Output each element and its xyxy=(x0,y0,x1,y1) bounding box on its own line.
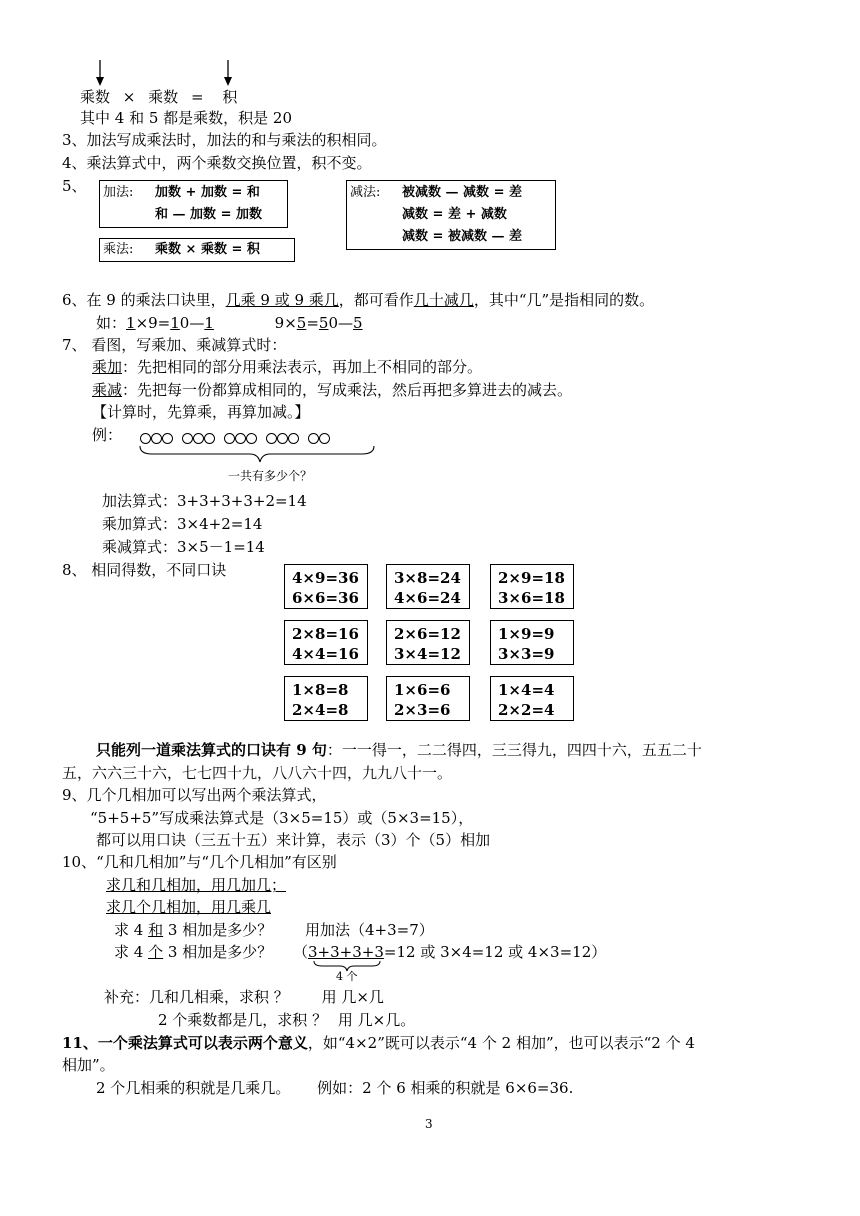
point-11-line3 xyxy=(96,1078,573,1098)
point-10-rule2: 求几个几相加，用几乘几 xyxy=(106,898,272,916)
product-equation: 4×4=16 xyxy=(292,645,359,663)
p6-underline2: 几十减几 xyxy=(413,291,474,309)
product-equation: 2×8=16 xyxy=(292,625,359,643)
supp2-b: 用 几×几。 xyxy=(337,1011,416,1029)
p6-ex2-e: 0— xyxy=(328,314,354,332)
p6-mid: ，都可看作 xyxy=(338,291,414,309)
p6-ex1-c: 1 xyxy=(170,314,180,332)
p11-bold: 11、一个乘法算式可以表示两个意义 xyxy=(62,1034,308,1052)
q2-b: 3 相加是多少？ xyxy=(163,943,273,961)
q2-ans-a: （ xyxy=(292,943,308,961)
p6-ex1-a: 1 xyxy=(126,314,136,332)
only-nine-bold: 只能列一道乘法算式的口诀有 9 句 xyxy=(96,741,327,759)
p6-ex1-b: ×9= xyxy=(135,314,171,332)
point-9-title: 9、几个几相加可以写出两个乘法算式， xyxy=(62,786,327,804)
product-equation: 1×6=6 xyxy=(394,681,451,699)
p6-ex2-a: 9× xyxy=(274,314,297,332)
q2-a: 求 4 xyxy=(114,943,149,961)
point-10-title: 10、“几和几相加”与“几个几相加”有区别 xyxy=(62,853,337,871)
point-5-label: 5、 xyxy=(62,177,87,195)
chengjia-equation: 乘加算式：3×4+2=14 xyxy=(102,515,263,533)
product-equation: 3×8=24 xyxy=(394,569,461,587)
formula-times: × xyxy=(122,88,136,106)
point-8-title: 8、 相同得数，不同口诀 xyxy=(62,561,227,579)
example-label: 例： xyxy=(92,426,123,444)
product-equation: 6×6=36 xyxy=(292,589,359,607)
p6-underline1: 几乘 9 或 9 乘几 xyxy=(225,291,339,309)
supplement-1 xyxy=(104,987,384,1007)
point-11-line2: 相加”。 xyxy=(62,1056,115,1074)
only-nine-rest: ：一一得一，二二得四，三三得九，四四十六，五五二十 xyxy=(326,741,702,759)
q1-answer: 用加法（4+3=7） xyxy=(304,921,434,939)
point-7-rule: 【计算时，先算乘，再算加减。】 xyxy=(92,403,310,421)
product-equation: 2×2=4 xyxy=(498,701,555,719)
formula-factor2: 乘数 xyxy=(148,88,179,106)
q1-u: 和 xyxy=(148,921,164,939)
product-equation: 4×6=24 xyxy=(394,589,461,607)
chengjia-label: 乘加 xyxy=(92,358,123,376)
q2-ans-u: 3+3+3+3 xyxy=(308,943,384,961)
q2-ans-b: =12 或 3×4=12 或 4×3=12） xyxy=(383,943,607,961)
chengjian-text: ：先把每一份都算成相同的，写成乘法，然后再把多算进去的减去。 xyxy=(122,381,573,399)
product-equation: 3×3=9 xyxy=(498,645,555,663)
point-7-title: 7、 看图，写乘加、乘减算式时： xyxy=(62,336,287,354)
p11-rest: ，如“4×2”既可以表示“4 个 2 相加”，也可以表示“2 个 4 xyxy=(307,1034,695,1052)
p6-ex2-c: = xyxy=(306,314,319,332)
supp1-a: 补充：几和几相乘，求积 ？ xyxy=(104,988,289,1006)
multiplication-row1: 乘数 × 乘数 = 积 xyxy=(155,242,260,257)
product-equation: 3×4=12 xyxy=(394,645,461,663)
p11-line3-a: 2 个几相乘的积就是几乘几。 xyxy=(96,1079,291,1097)
product-equation: 4×9=36 xyxy=(292,569,359,587)
subtraction-row3: 减数 = 被减数 — 差 xyxy=(402,229,522,244)
product-equation: 2×6=12 xyxy=(394,625,461,643)
p6-ex2-f: 5 xyxy=(353,314,363,332)
product-equation: 2×4=8 xyxy=(292,701,349,719)
p6-ex-prefix: 如： xyxy=(96,314,127,332)
q1-b: 3 相加是多少？ xyxy=(163,921,273,939)
addition-row1: 加数 + 加数 = 和 xyxy=(155,185,260,200)
point-9-line3: 都可以用口诀（三五十五）来计算，表示（3）个（5）相加 xyxy=(96,831,491,849)
product-equation: 1×4=4 xyxy=(498,681,555,699)
supplement-2 xyxy=(158,1010,415,1030)
product-equation: 1×8=8 xyxy=(292,681,349,699)
addition-row2: 和 — 加数 = 加数 xyxy=(155,207,262,222)
p6-intro: 6、在 9 的乘法口诀里， xyxy=(62,291,226,309)
product-equation: 3×6=18 xyxy=(498,589,565,607)
p6-ex2-b: 5 xyxy=(296,314,307,332)
point-3: 3、加法写成乘法时，加法的和与乘法的积相同。 xyxy=(62,131,387,149)
point-11-line1 xyxy=(62,1033,695,1053)
subtraction-tag: 减法: xyxy=(350,185,381,200)
p6-ex2-d: 5 xyxy=(318,314,329,332)
product-equation: 2×9=18 xyxy=(498,569,565,587)
top-note: 其中 4 和 5 都是乘数，积是 20 xyxy=(80,109,293,127)
brace-label: 4 个 xyxy=(336,970,358,983)
addition-tag: 加法: xyxy=(103,185,134,200)
product-equation: 2×3=6 xyxy=(394,701,451,719)
chengjian-label: 乘减 xyxy=(92,381,123,399)
p6-end: ，其中“几”是指相同的数。 xyxy=(473,291,655,309)
supp2-a: 2 个乘数都是几，求积 ？ xyxy=(158,1011,328,1029)
add-equation: 加法算式：3+3+3+3+2=14 xyxy=(102,492,307,510)
product-equation: 1×9=9 xyxy=(498,625,555,643)
formula-product: 积 xyxy=(222,88,238,106)
supp1-b: 用 几×几 xyxy=(321,988,384,1006)
question-label: 一共有多少个？ xyxy=(228,469,313,483)
p11-line3-b: 例如：2 个 6 相乘的积就是 6×6=36. xyxy=(317,1079,574,1097)
formula-equals: = xyxy=(190,88,204,106)
q2-u: 个 xyxy=(148,943,164,961)
p6-ex1-d: 0— xyxy=(179,314,205,332)
subtraction-row2: 减数 = 差 + 减数 xyxy=(402,207,507,222)
multiplication-tag: 乘法: xyxy=(103,242,134,257)
point-4: 4、乘法算式中，两个乘数交换位置，积不变。 xyxy=(62,154,372,172)
chengjia-text: ：先把相同的部分用乘法表示，再加上不相同的部分。 xyxy=(122,358,483,376)
formula-factor1: 乘数 xyxy=(80,88,111,106)
page-number: 3 xyxy=(425,1117,433,1131)
subtraction-row1: 被减数 — 减数 = 差 xyxy=(402,185,522,200)
chengjian-equation: 乘减算式：3×5－1=14 xyxy=(102,538,265,556)
point-9-line2: “5+5+5”写成乘法算式是（3×5=15）或（5×3=15）， xyxy=(90,809,474,827)
p6-ex1-e: 1 xyxy=(204,314,214,332)
q1-a: 求 4 xyxy=(114,921,149,939)
point-10-rule1: 求几和几相加，用几加几； xyxy=(106,876,287,894)
only-nine-line2: 五，六六三十六，七七四十九，八八六十四，九九八十一。 xyxy=(62,764,453,782)
